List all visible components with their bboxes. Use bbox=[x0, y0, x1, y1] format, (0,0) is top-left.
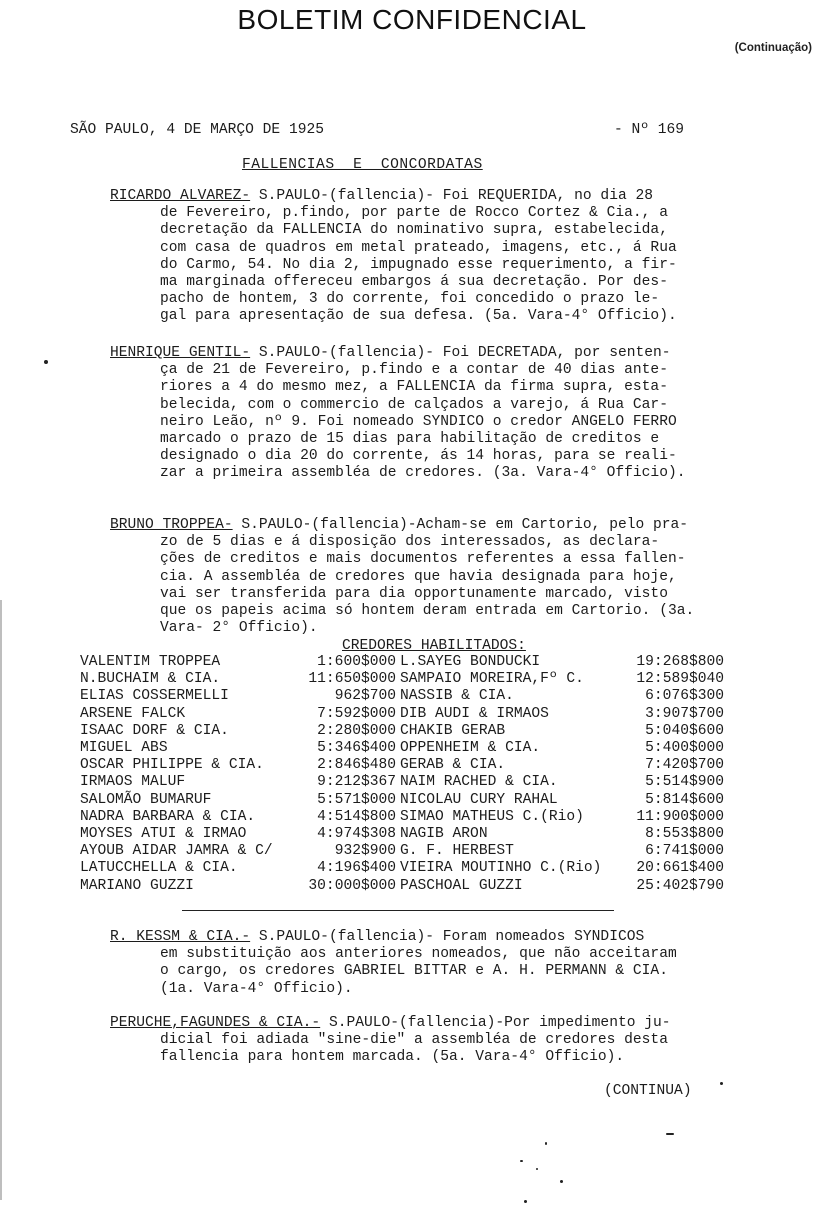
creditor-name: IRMAOS MALUF bbox=[80, 774, 186, 791]
ink-speck bbox=[536, 1168, 538, 1170]
creditor-row bbox=[80, 688, 724, 705]
entry-henrique-gentil bbox=[110, 345, 770, 483]
creditor-name: ELIAS COSSERMELLI bbox=[80, 688, 229, 705]
creditor-name: ISAAC DORF & CIA. bbox=[80, 722, 229, 739]
ink-speck bbox=[524, 1200, 527, 1203]
credit-amount: 8:553$800 bbox=[645, 826, 724, 843]
entry-first-line bbox=[110, 929, 770, 946]
creditor-name: OPPENHEIM & CIA. bbox=[400, 740, 541, 757]
creditor-name: G. F. HERBEST bbox=[400, 843, 514, 860]
ink-speck bbox=[720, 1082, 723, 1085]
entry-line: cia. A assembléa de credores que havia designada para hoje, bbox=[160, 568, 677, 585]
entry-first-text: S.PAULO-(fallencia)- Foram nomeados SYNDICOS bbox=[250, 929, 645, 945]
credit-amount: 2:846$480 bbox=[317, 757, 396, 774]
creditor-name: SAMPAIO MOREIRA,Fº C. bbox=[400, 671, 584, 688]
credit-amount: 5:040$600 bbox=[645, 722, 724, 739]
creditor-name: MOYSES ATUI & IRMAO bbox=[80, 826, 247, 843]
document-title: BOLETIM CONFIDENCIAL bbox=[237, 4, 587, 35]
entry-line: (1a. Vara-4° Officio). bbox=[160, 980, 353, 997]
credit-amount: 4:196$400 bbox=[317, 860, 396, 877]
entry-line: do Carmo, 54. No dia 2, impugnado esse requerimento, a fir- bbox=[160, 256, 677, 273]
section-title: FALLENCIAS E CONCORDATAS bbox=[242, 157, 483, 173]
entry-first-text: S.PAULO-(fallencia)-Por impedimento ju- bbox=[320, 1015, 671, 1031]
creditor-row bbox=[80, 757, 724, 774]
entry-bruno-troppea bbox=[110, 517, 770, 637]
entry-first-text: S.PAULO-(fallencia)- Foi REQUERIDA, no dia 28 bbox=[250, 188, 653, 204]
creditor-name: MARIANO GUZZI bbox=[80, 877, 194, 894]
section-divider bbox=[182, 910, 614, 911]
entry-first-text: S.PAULO-(fallencia)- Foi DECRETADA, por senten- bbox=[250, 345, 671, 361]
entry-ricardo-alvarez bbox=[110, 188, 770, 326]
creditor-row bbox=[80, 654, 724, 671]
creditor-row bbox=[80, 740, 724, 757]
bulletin-number: - Nº 169 bbox=[614, 122, 685, 138]
creditor-name: GERAB & CIA. bbox=[400, 757, 506, 774]
creditor-name: DIB AUDI & IRMAOS bbox=[400, 705, 549, 722]
entry-name: PERUCHE,FAGUNDES & CIA.- bbox=[110, 1015, 321, 1031]
creditor-name: SALOMÃO BUMARUF bbox=[80, 791, 212, 808]
entry-peruche-fagundes bbox=[110, 1015, 770, 1067]
credit-amount: 3:907$700 bbox=[645, 705, 724, 722]
credit-amount: 9:212$367 bbox=[317, 774, 396, 791]
entry-line: dicial foi adiada "sine-die" a assembléa de credores desta bbox=[160, 1032, 668, 1049]
creditor-row bbox=[80, 809, 724, 826]
entry-line: gal para apresentação de sua defesa. (5a. Vara-4° Officio). bbox=[160, 308, 677, 325]
creditor-row bbox=[80, 792, 724, 809]
entry-name: HENRIQUE GENTIL- bbox=[110, 345, 251, 361]
entry-first-line bbox=[110, 517, 770, 534]
creditor-name: MIGUEL ABS bbox=[80, 740, 168, 757]
entry-line: ça de 21 de Fevereiro, p.findo e a contar de 40 dias ante- bbox=[160, 362, 668, 379]
credit-amount: 6:741$000 bbox=[645, 843, 724, 860]
credit-amount: 12:589$040 bbox=[636, 671, 724, 688]
place-date-line: SÃO PAULO, 4 DE MARÇO DE 1925 bbox=[70, 122, 324, 138]
ink-speck bbox=[520, 1160, 523, 1162]
ink-speck bbox=[44, 360, 48, 364]
credit-amount: 2:280$000 bbox=[317, 722, 396, 739]
credit-amount: 5:571$000 bbox=[317, 791, 396, 808]
creditor-name: VIEIRA MOUTINHO C.(Rio) bbox=[400, 860, 602, 877]
credit-amount: 11:650$000 bbox=[308, 671, 396, 688]
entry-line: marcado o prazo de 15 dias para habilitação de creditos e bbox=[160, 431, 660, 448]
credit-amount: 5:814$600 bbox=[645, 791, 724, 808]
creditor-name: OSCAR PHILIPPE & CIA. bbox=[80, 757, 264, 774]
entry-name: R. KESSM & CIA.- bbox=[110, 929, 251, 945]
entry-name: RICARDO ALVAREZ- bbox=[110, 188, 251, 204]
creditor-name: NADRA BARBARA & CIA. bbox=[80, 808, 256, 825]
credit-amount: 7:420$700 bbox=[645, 757, 724, 774]
entry-line: ções de creditos e mais documentos referentes a essa fallen- bbox=[160, 551, 686, 568]
entry-line: ma marginada offereceu embargos á sua decretação. Por des- bbox=[160, 274, 668, 291]
creditor-name: AYOUB AIDAR JAMRA & C/ bbox=[80, 843, 273, 860]
creditor-name: ARSENE FALCK bbox=[80, 705, 186, 722]
ink-speck bbox=[545, 1142, 547, 1145]
entry-line: vai ser transferida para dia opportunamente marcado, visto bbox=[160, 585, 668, 602]
scan-margin-shadow bbox=[0, 600, 2, 1200]
creditors-title: CREDORES HABILITADOS: bbox=[342, 638, 526, 654]
credit-amount: 4:514$800 bbox=[317, 808, 396, 825]
credit-amount: 932$900 bbox=[334, 843, 396, 860]
entry-line: de Fevereiro, p.findo, por parte de Rocco Cortez & Cia., a bbox=[160, 205, 668, 222]
creditors-table bbox=[80, 654, 724, 895]
entry-line: belecida, com o commercio de calçados a varejo, á Rua Car- bbox=[160, 396, 668, 413]
entry-line: em substituição aos anteriores nomeados, que não acceitaram bbox=[160, 946, 677, 963]
ink-speck bbox=[666, 1133, 674, 1135]
creditor-name: NICOLAU CURY RAHAL bbox=[400, 791, 558, 808]
entry-line: pacho de hontem, 3 do corrente, foi concedido o prazo le- bbox=[160, 291, 660, 308]
entry-line: zar a primeira assembléa de credores. (3a. Vara-4° Officio). bbox=[160, 465, 686, 482]
creditor-row bbox=[80, 706, 724, 723]
creditor-name: CHAKIB GERAB bbox=[400, 722, 506, 739]
creditor-name: NAGIB ARON bbox=[400, 826, 488, 843]
entry-line: com casa de quadros em metal prateado, imagens, etc., á Rua bbox=[160, 239, 677, 256]
entry-line: neiro Leão, nº 9. Foi nomeado SYNDICO o credor ANGELO FERRO bbox=[160, 413, 677, 430]
entry-line: fallencia para hontem marcada. (5a. Vara-4° Officio). bbox=[160, 1049, 625, 1066]
entry-line: que os papeis acima só hontem deram entrada em Cartorio. (3a. bbox=[160, 603, 695, 620]
creditor-row bbox=[80, 826, 724, 843]
continuation-label: (Continuação) bbox=[734, 42, 812, 54]
ink-speck bbox=[560, 1180, 563, 1183]
entry-line: o cargo, os credores GABRIEL BITTAR e A. H. PERMANN & CIA. bbox=[160, 963, 668, 980]
entry-line: Vara- 2° Officio). bbox=[160, 620, 318, 637]
credit-amount: 5:400$000 bbox=[645, 740, 724, 757]
credit-amount: 5:346$400 bbox=[317, 740, 396, 757]
entry-first-line bbox=[110, 188, 770, 205]
continua-label: (CONTINUA) bbox=[604, 1083, 692, 1099]
entry-first-line bbox=[110, 1015, 770, 1032]
creditor-name: L.SAYEG BONDUCKI bbox=[400, 654, 541, 670]
entry-line: decretação da FALLENCIA do nominativo supra, estabelecida, bbox=[160, 222, 668, 239]
credit-amount: 30:000$000 bbox=[308, 877, 396, 894]
creditor-row bbox=[80, 671, 724, 688]
credit-amount: 19:268$800 bbox=[636, 654, 724, 670]
credit-amount: 7:592$000 bbox=[317, 705, 396, 722]
credit-amount: 5:514$900 bbox=[645, 774, 724, 791]
creditor-name: LATUCCHELLA & CIA. bbox=[80, 860, 238, 877]
creditor-name: NAIM RACHED & CIA. bbox=[400, 774, 558, 791]
creditor-row bbox=[80, 723, 724, 740]
entry-line: riores a 4 do mesmo mez, a FALLENCIA da firma supra, esta- bbox=[160, 379, 668, 396]
credit-amount: 11:900$000 bbox=[636, 808, 724, 825]
entry-name: BRUNO TROPPEA- bbox=[110, 517, 233, 533]
credit-amount: 962$700 bbox=[334, 688, 396, 705]
creditor-row bbox=[80, 774, 724, 791]
credit-amount: 25:402$790 bbox=[636, 877, 724, 894]
creditor-row bbox=[80, 878, 724, 895]
credit-amount: 20:661$400 bbox=[636, 860, 724, 877]
creditor-row bbox=[80, 860, 724, 877]
entry-r-kessm bbox=[110, 929, 770, 998]
creditor-name: VALENTIM TROPPEA bbox=[80, 654, 221, 670]
entry-first-line bbox=[110, 345, 770, 362]
entry-line: zo de 5 dias e á disposição dos interessados, as declara- bbox=[160, 534, 660, 551]
credit-amount: 1:600$000 bbox=[317, 654, 396, 670]
credit-amount: 4:974$308 bbox=[317, 826, 396, 843]
creditor-name: NASSIB & CIA. bbox=[400, 688, 514, 705]
creditor-name: PASCHOAL GUZZI bbox=[400, 877, 523, 894]
entry-line: designado o dia 20 do corrente, ás 14 horas, para se reali- bbox=[160, 448, 677, 465]
creditor-name: SIMAO MATHEUS C.(Rio) bbox=[400, 808, 584, 825]
credit-amount: 6:076$300 bbox=[645, 688, 724, 705]
entry-first-text: S.PAULO-(fallencia)-Acham-se em Cartorio, pelo pra- bbox=[232, 517, 689, 533]
creditor-name: N.BUCHAIM & CIA. bbox=[80, 671, 221, 688]
creditor-row bbox=[80, 843, 724, 860]
